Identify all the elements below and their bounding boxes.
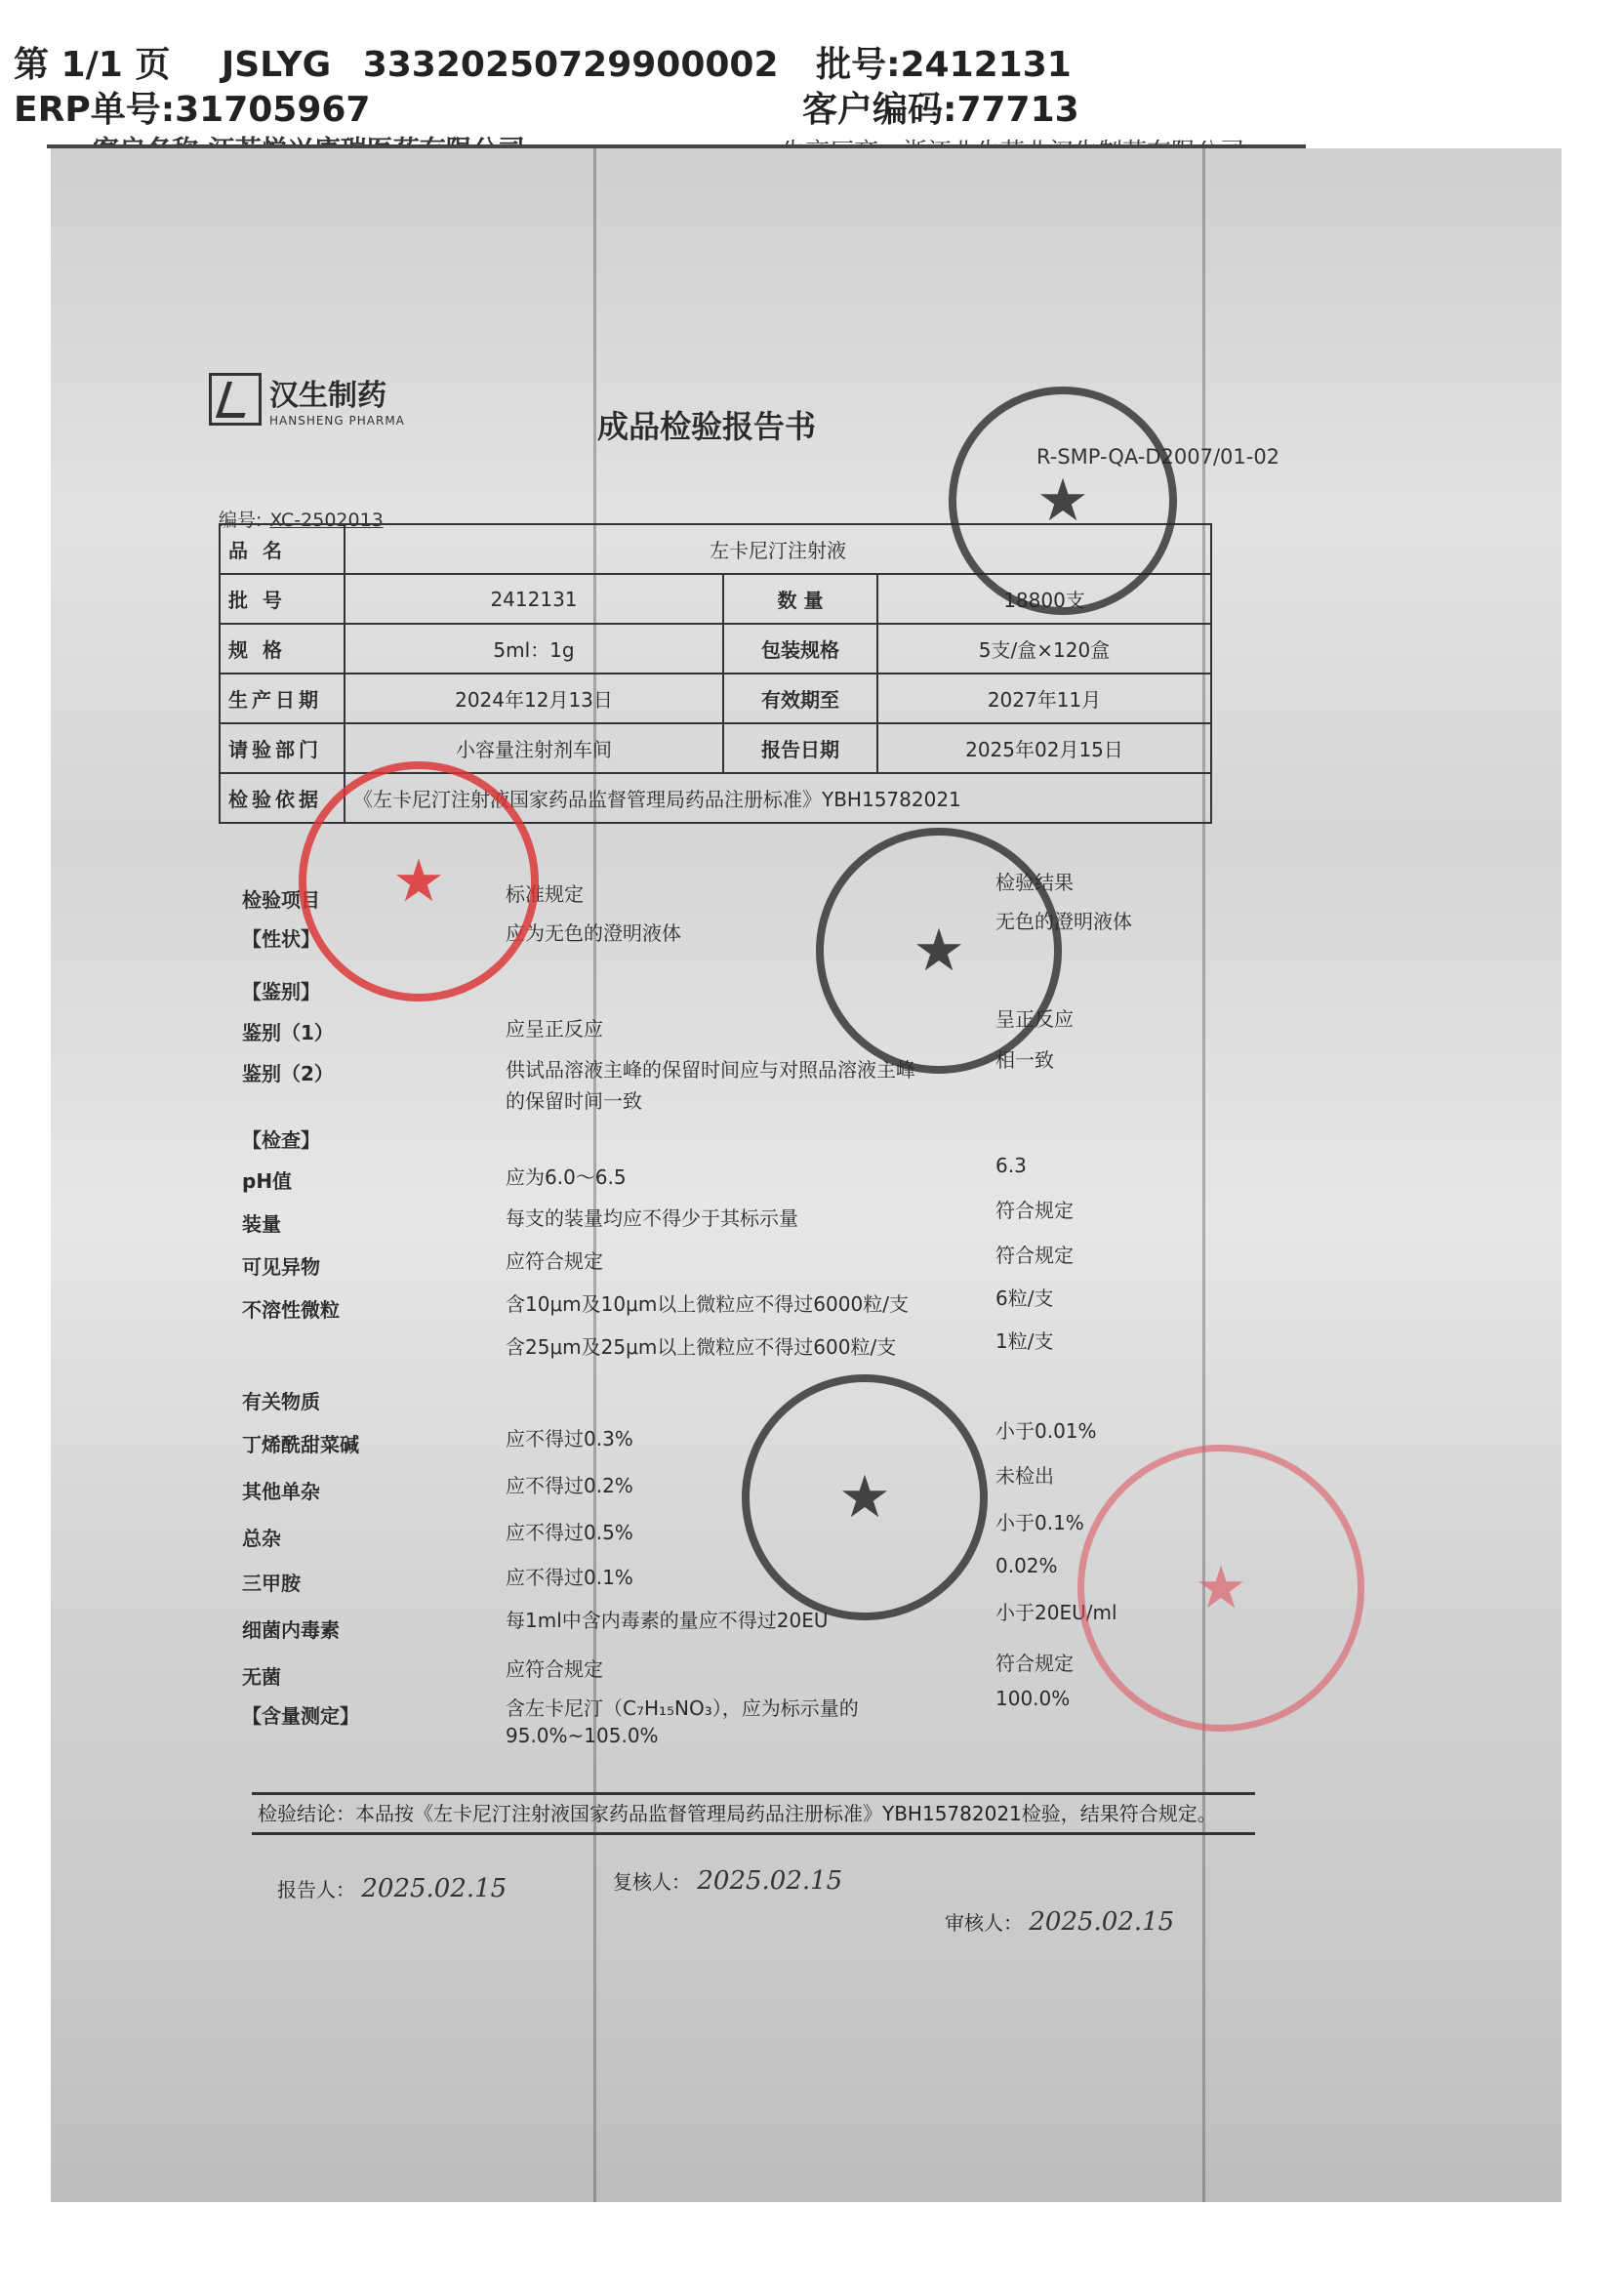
item-standard: 应不得过0.1% xyxy=(506,1566,633,1589)
doc-no-label: 编号: xyxy=(219,510,263,531)
spec-value: 5ml：1g xyxy=(345,624,723,674)
item-result: 6.3 xyxy=(995,1154,1027,1177)
item-result: 相一致 xyxy=(995,1048,1054,1072)
document-code: 33320250729900002 xyxy=(362,45,779,85)
reporter-label: 报告人： xyxy=(277,1878,355,1901)
reviewer-label: 复核人： xyxy=(613,1870,691,1894)
logo-text-en: HANSHENG PHARMA xyxy=(269,414,405,428)
reporter-handwriting: 2025.02.15 xyxy=(361,1874,508,1903)
logo-text-cn: 汉生制药 xyxy=(269,379,386,413)
item-name: 装量 xyxy=(242,1212,281,1236)
table-row xyxy=(220,674,1211,723)
customer-code: 客户编码:77713 xyxy=(802,90,1079,130)
table-row xyxy=(220,723,1211,773)
item-standard: 应不得过0.3% xyxy=(506,1427,633,1450)
item-name: 有关物质 xyxy=(242,1390,320,1413)
item-result: 无色的澄明液体 xyxy=(995,910,1132,933)
item-standard: 应呈正反应 xyxy=(506,1017,603,1041)
inspection-seal-stamp xyxy=(816,828,1062,1074)
table-row xyxy=(220,624,1211,674)
item-name: 【性状】 xyxy=(242,927,320,951)
item-result: 呈正反应 xyxy=(995,1007,1074,1031)
item-name: 可见异物 xyxy=(242,1255,320,1279)
item-name: 【含量测定】 xyxy=(242,1704,359,1728)
item-result: 符合规定 xyxy=(995,1199,1074,1222)
item-result: 符合规定 xyxy=(995,1652,1074,1675)
item-standard: 应符合规定 xyxy=(506,1249,603,1273)
star-icon: ★ xyxy=(1036,467,1089,535)
report-date-label: 报告日期 xyxy=(723,723,877,773)
batch-label: 批 号 xyxy=(220,574,345,624)
item-name: 鉴别（1） xyxy=(242,1021,334,1044)
item-result: 符合规定 xyxy=(995,1244,1074,1267)
print-header xyxy=(14,43,1079,133)
item-result: 100.0% xyxy=(995,1687,1071,1710)
item-result: 未检出 xyxy=(995,1464,1054,1488)
report-date-value: 2025年02月15日 xyxy=(877,723,1211,773)
item-name: 丁烯酰甜菜碱 xyxy=(242,1433,359,1456)
department-label: 请验部门 xyxy=(220,723,345,773)
form-code: R-SMP-QA-D2007/01-02 xyxy=(1036,445,1280,469)
quantity-value: 18800支 xyxy=(877,574,1211,624)
item-result: 小于0.01% xyxy=(995,1419,1097,1443)
item-name: 无菌 xyxy=(242,1665,281,1689)
production-date-value: 2024年12月13日 xyxy=(345,674,723,723)
item-name: 【检查】 xyxy=(242,1128,320,1152)
package-label: 包装规格 xyxy=(723,624,877,674)
item-name: 细菌内毒素 xyxy=(242,1618,340,1642)
production-date-label: 生产日期 xyxy=(220,674,345,723)
inspection-conclusion: 检验结论：本品按《左卡尼汀注射液国家药品监督管理局药品注册标准》YBH15782021检验，结果符合规定。 xyxy=(252,1792,1255,1835)
quality-control-seal-stamp xyxy=(742,1374,988,1620)
product-label: 品 名 xyxy=(220,524,345,574)
approver-handwriting: 2025.02.15 xyxy=(1029,1907,1175,1937)
item-result: 0.02% xyxy=(995,1554,1058,1577)
item-standard: 应为6.0～6.5 xyxy=(506,1165,627,1189)
batch-number: 批号:2412131 xyxy=(816,45,1072,85)
reporter-signature xyxy=(277,1874,507,1903)
company-seal-stamp xyxy=(949,387,1177,615)
logo-icon xyxy=(209,373,262,426)
item-name: 其他单杂 xyxy=(242,1480,320,1503)
star-icon: ★ xyxy=(913,917,965,985)
erp-number: ERP单号:31705967 xyxy=(14,90,371,130)
item-standard: 应不得过0.5% xyxy=(506,1521,633,1544)
item-standard: 含25μm及25μm以上微粒应不得过600粒/支 xyxy=(506,1335,897,1359)
doc-no-value: XC-2502013 xyxy=(269,510,384,531)
batch-value: 2412131 xyxy=(345,574,723,624)
quality-inspection-seal-stamp xyxy=(1077,1445,1364,1732)
package-value: 5支/盒×120盒 xyxy=(877,624,1211,674)
reviewer-signature xyxy=(613,1866,842,1896)
product-value: 左卡尼汀注射液 xyxy=(345,524,1211,574)
approver-signature xyxy=(945,1868,1174,1937)
item-result: 6粒/支 xyxy=(995,1287,1054,1310)
expiry-label: 有效期至 xyxy=(723,674,877,723)
item-standard: 每支的装量均应不得少于其标示量 xyxy=(506,1206,798,1230)
item-result: 1粒/支 xyxy=(995,1329,1054,1353)
item-name: 不溶性微粒 xyxy=(242,1298,340,1322)
item-result: 小于20EU/ml xyxy=(995,1601,1117,1624)
item-name: pH值 xyxy=(242,1169,293,1193)
star-icon: ★ xyxy=(392,847,445,916)
column-header-standard: 标准规定 xyxy=(506,882,584,906)
report-title: 成品检验报告书 xyxy=(597,408,817,445)
item-standard: 应符合规定 xyxy=(506,1657,603,1681)
star-icon: ★ xyxy=(1195,1554,1247,1622)
quantity-label: 数 量 xyxy=(723,574,877,624)
basis-label: 检验依据 xyxy=(220,773,345,823)
page-indicator: 第 1/1 页 xyxy=(14,45,171,85)
item-name: 鉴别（2） xyxy=(242,1062,334,1085)
item-standard: 含10μm及10μm以上微粒应不得过6000粒/支 xyxy=(506,1292,909,1316)
item-name: 总杂 xyxy=(242,1527,281,1550)
item-standard: 供试品溶液主峰的保留时间应与对照品溶液主峰 xyxy=(506,1058,915,1082)
reviewer-handwriting: 2025.02.15 xyxy=(697,1866,843,1896)
item-standard: 应为无色的澄明液体 xyxy=(506,921,681,945)
column-header-item: 检验项目 xyxy=(242,888,320,912)
basis-value: 《左卡尼汀注射液国家药品监督管理局药品注册标准》YBH15782021 xyxy=(345,773,1211,823)
quality-seal-stamp xyxy=(299,761,539,1001)
item-standard: 的保留时间一致 xyxy=(506,1089,642,1113)
expiry-value: 2027年11月 xyxy=(877,674,1211,723)
star-icon: ★ xyxy=(838,1463,891,1532)
system-code: JSLYG xyxy=(221,45,332,85)
department-value: 小容量注射剂车间 xyxy=(345,723,723,773)
item-name: 【鉴别】 xyxy=(242,980,320,1003)
company-logo xyxy=(209,371,405,428)
item-standard: 含左卡尼汀（C₇H₁₅NO₃），应为标示量的 xyxy=(506,1696,859,1720)
item-standard: 95.0%~105.0% xyxy=(506,1724,659,1747)
item-standard: 应不得过0.2% xyxy=(506,1474,633,1497)
spec-label: 规 格 xyxy=(220,624,345,674)
item-result: 小于0.1% xyxy=(995,1511,1084,1534)
column-header-result: 检验结果 xyxy=(995,871,1074,894)
approver-label: 审核人： xyxy=(945,1911,1023,1935)
item-name: 三甲胺 xyxy=(242,1572,301,1595)
item-standard: 每1ml中含内毒素的量应不得过20EU xyxy=(506,1609,829,1632)
